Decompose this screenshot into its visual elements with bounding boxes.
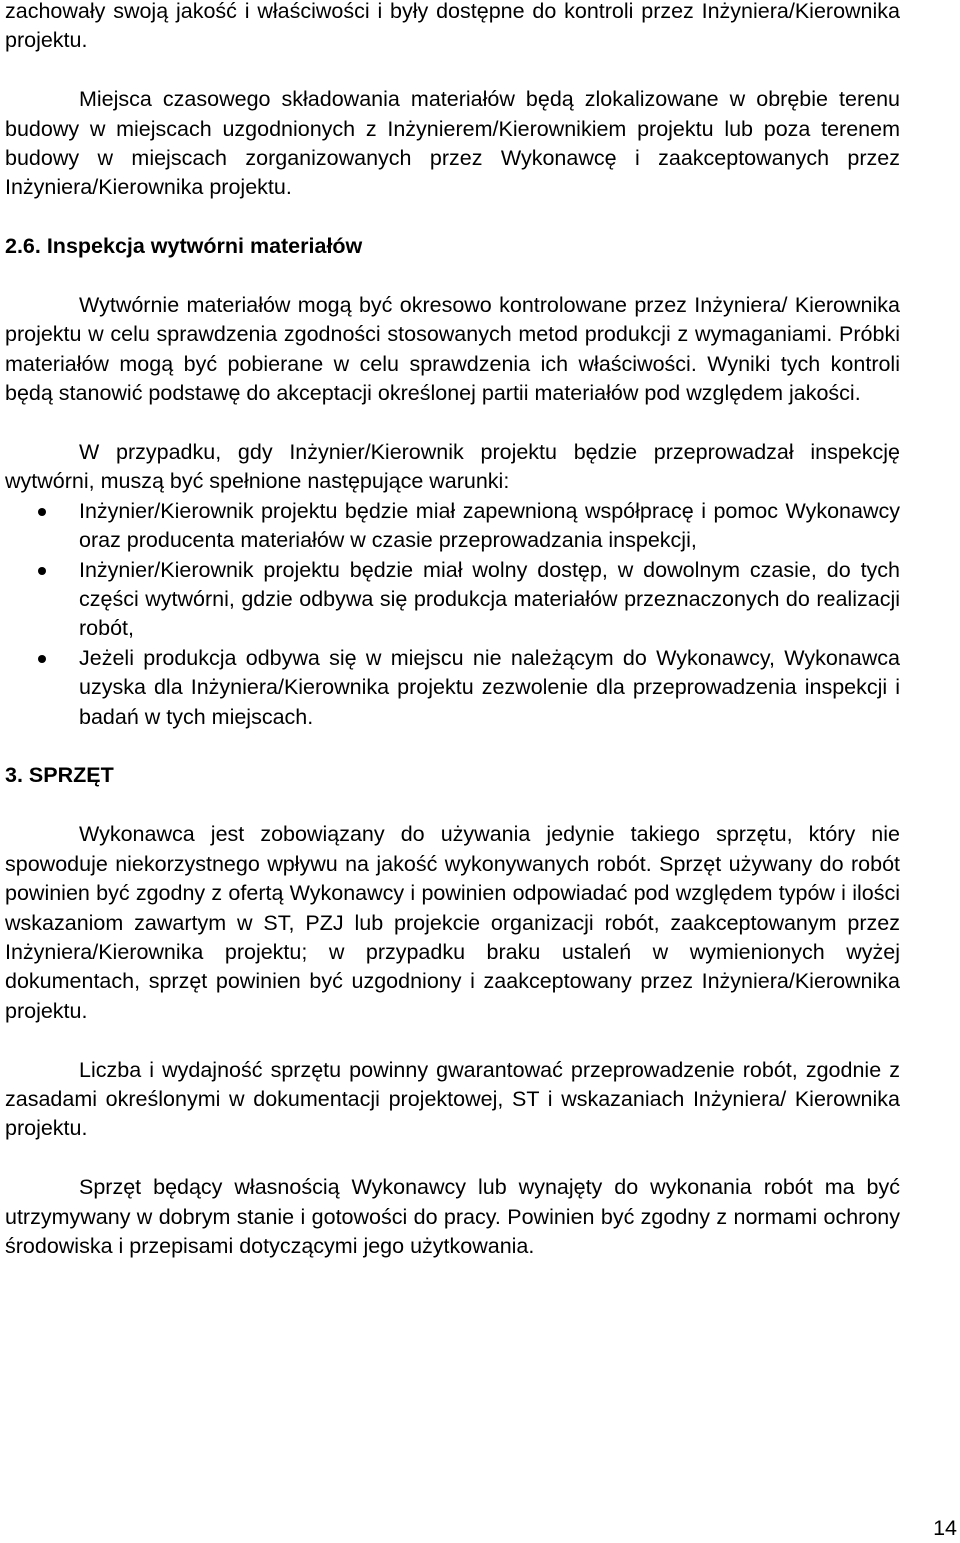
page-number: 14 <box>933 1516 957 1540</box>
paragraph-inspection: Wytwórnie materiałów mogą być okresowo kontrolowane przez Inżyniera/ Kierownika projektu w celu sprawdzenia zgodności stosowanych metod produkcji z wymaganiami. Próbki materiałów mogą być pobierane w celu sprawdzenia ich właściwości. Wyniki tych kontroli będą stanowić podstawę do akceptacji określonej partii materiałów pod względem jakości. <box>5 293 900 406</box>
list-item-text: Inżynier/Kierownik projektu będzie miał wolny dostęp, w dowolnym czasie, do tych części wytwórni, gdzie odbywa się produkcja materiałów przeznaczonych do realizacji robót, <box>79 557 900 641</box>
paragraph-inspection-conditions: W przypadku, gdy Inżynier/Kierownik projektu będzie przeprowadzał inspekcję wytwórni, muszą być spełnione następujące warunki: <box>5 440 900 494</box>
list-item-text: Inżynier/Kierownik projektu będzie miał zapewnioną współpracę i pomoc Wykonawcy oraz producenta materiałów w czasie przeprowadzania inspekcji, <box>79 498 900 553</box>
document-page <box>5 0 900 1261</box>
bullet-icon <box>38 567 46 575</box>
paragraph-equipment: Wykonawca jest zobowiązany do używania jedynie takiego sprzętu, który nie spowoduje niekorzystnego wpływu na jakość wykonywanych robót. Sprzęt używany do robót powinien być zgodny z ofertą Wykonawcy i powinien odpowiadać pod względem typów i ilości wskazaniom zawartym w ST, PZJ lub projekcie organizacji robót, zaakceptowanym przez Inżyniera/Kierownika projektu; w przypadku braku ustaleń w wymienionych wyżej dokumentach, sprzęt powinien być uzgodniony i zaakceptowany przez Inżyniera/Kierownika projektu. <box>5 822 900 1023</box>
paragraph-equipment-maintenance: Sprzęt będący własnością Wykonawcy lub wynajęty do wykonania robót ma być utrzymywany w dobrym stanie i gotowości do pracy. Powinien być zgodny z normami ochrony środowiska i przepisami dotyczącymi jego użytkowania. <box>5 1175 900 1258</box>
paragraph-storage: Miejsca czasowego składowania materiałów będą zlokalizowane w obrębie terenu budowy w miejscach uzgodnionych z Inżynierem/Kierownikiem projektu lub poza terenem budowy w miejscach zorganizowanych przez Wykonawcę i zaakceptowanych przez Inżyniera/Kierownika projektu. <box>5 87 900 200</box>
spacer <box>5 791 900 820</box>
spacer <box>5 409 900 438</box>
spacer <box>5 262 900 291</box>
list-item-text: Jeżeli produkcja odbywa się w miejscu nie należącym do Wykonawcy, Wykonawca uzyska dla Inżyniera/Kierownika projektu zezwolenie dla przeprowadzenia inspekcji i badań w tych miejscach. <box>79 645 900 729</box>
spacer <box>5 56 900 85</box>
spacer <box>5 203 900 232</box>
spacer <box>5 732 900 761</box>
paragraph-continuation: zachowały swoją jakość i właściwości i były dostępne do kontroli przez Inżyniera/Kierownika projektu. <box>5 0 900 53</box>
spacer <box>5 1144 900 1173</box>
bullet-icon <box>38 508 46 516</box>
section-heading-3: 3. SPRZĘT <box>5 763 114 788</box>
conditions-list <box>5 497 900 732</box>
list-item <box>5 556 900 644</box>
section-heading-2-6: 2.6. Inspekcja wytwórni materiałów <box>5 234 363 259</box>
bullet-icon <box>38 655 46 663</box>
paragraph-equipment-quantity: Liczba i wydajność sprzętu powinny gwarantować przeprowadzenie robót, zgodnie z zasadami określonymi w dokumentacji projektowej, ST i wskazaniach Inżyniera/ Kierownika projektu. <box>5 1057 900 1141</box>
spacer <box>5 1026 900 1055</box>
list-item <box>5 497 900 556</box>
list-item <box>5 644 900 732</box>
